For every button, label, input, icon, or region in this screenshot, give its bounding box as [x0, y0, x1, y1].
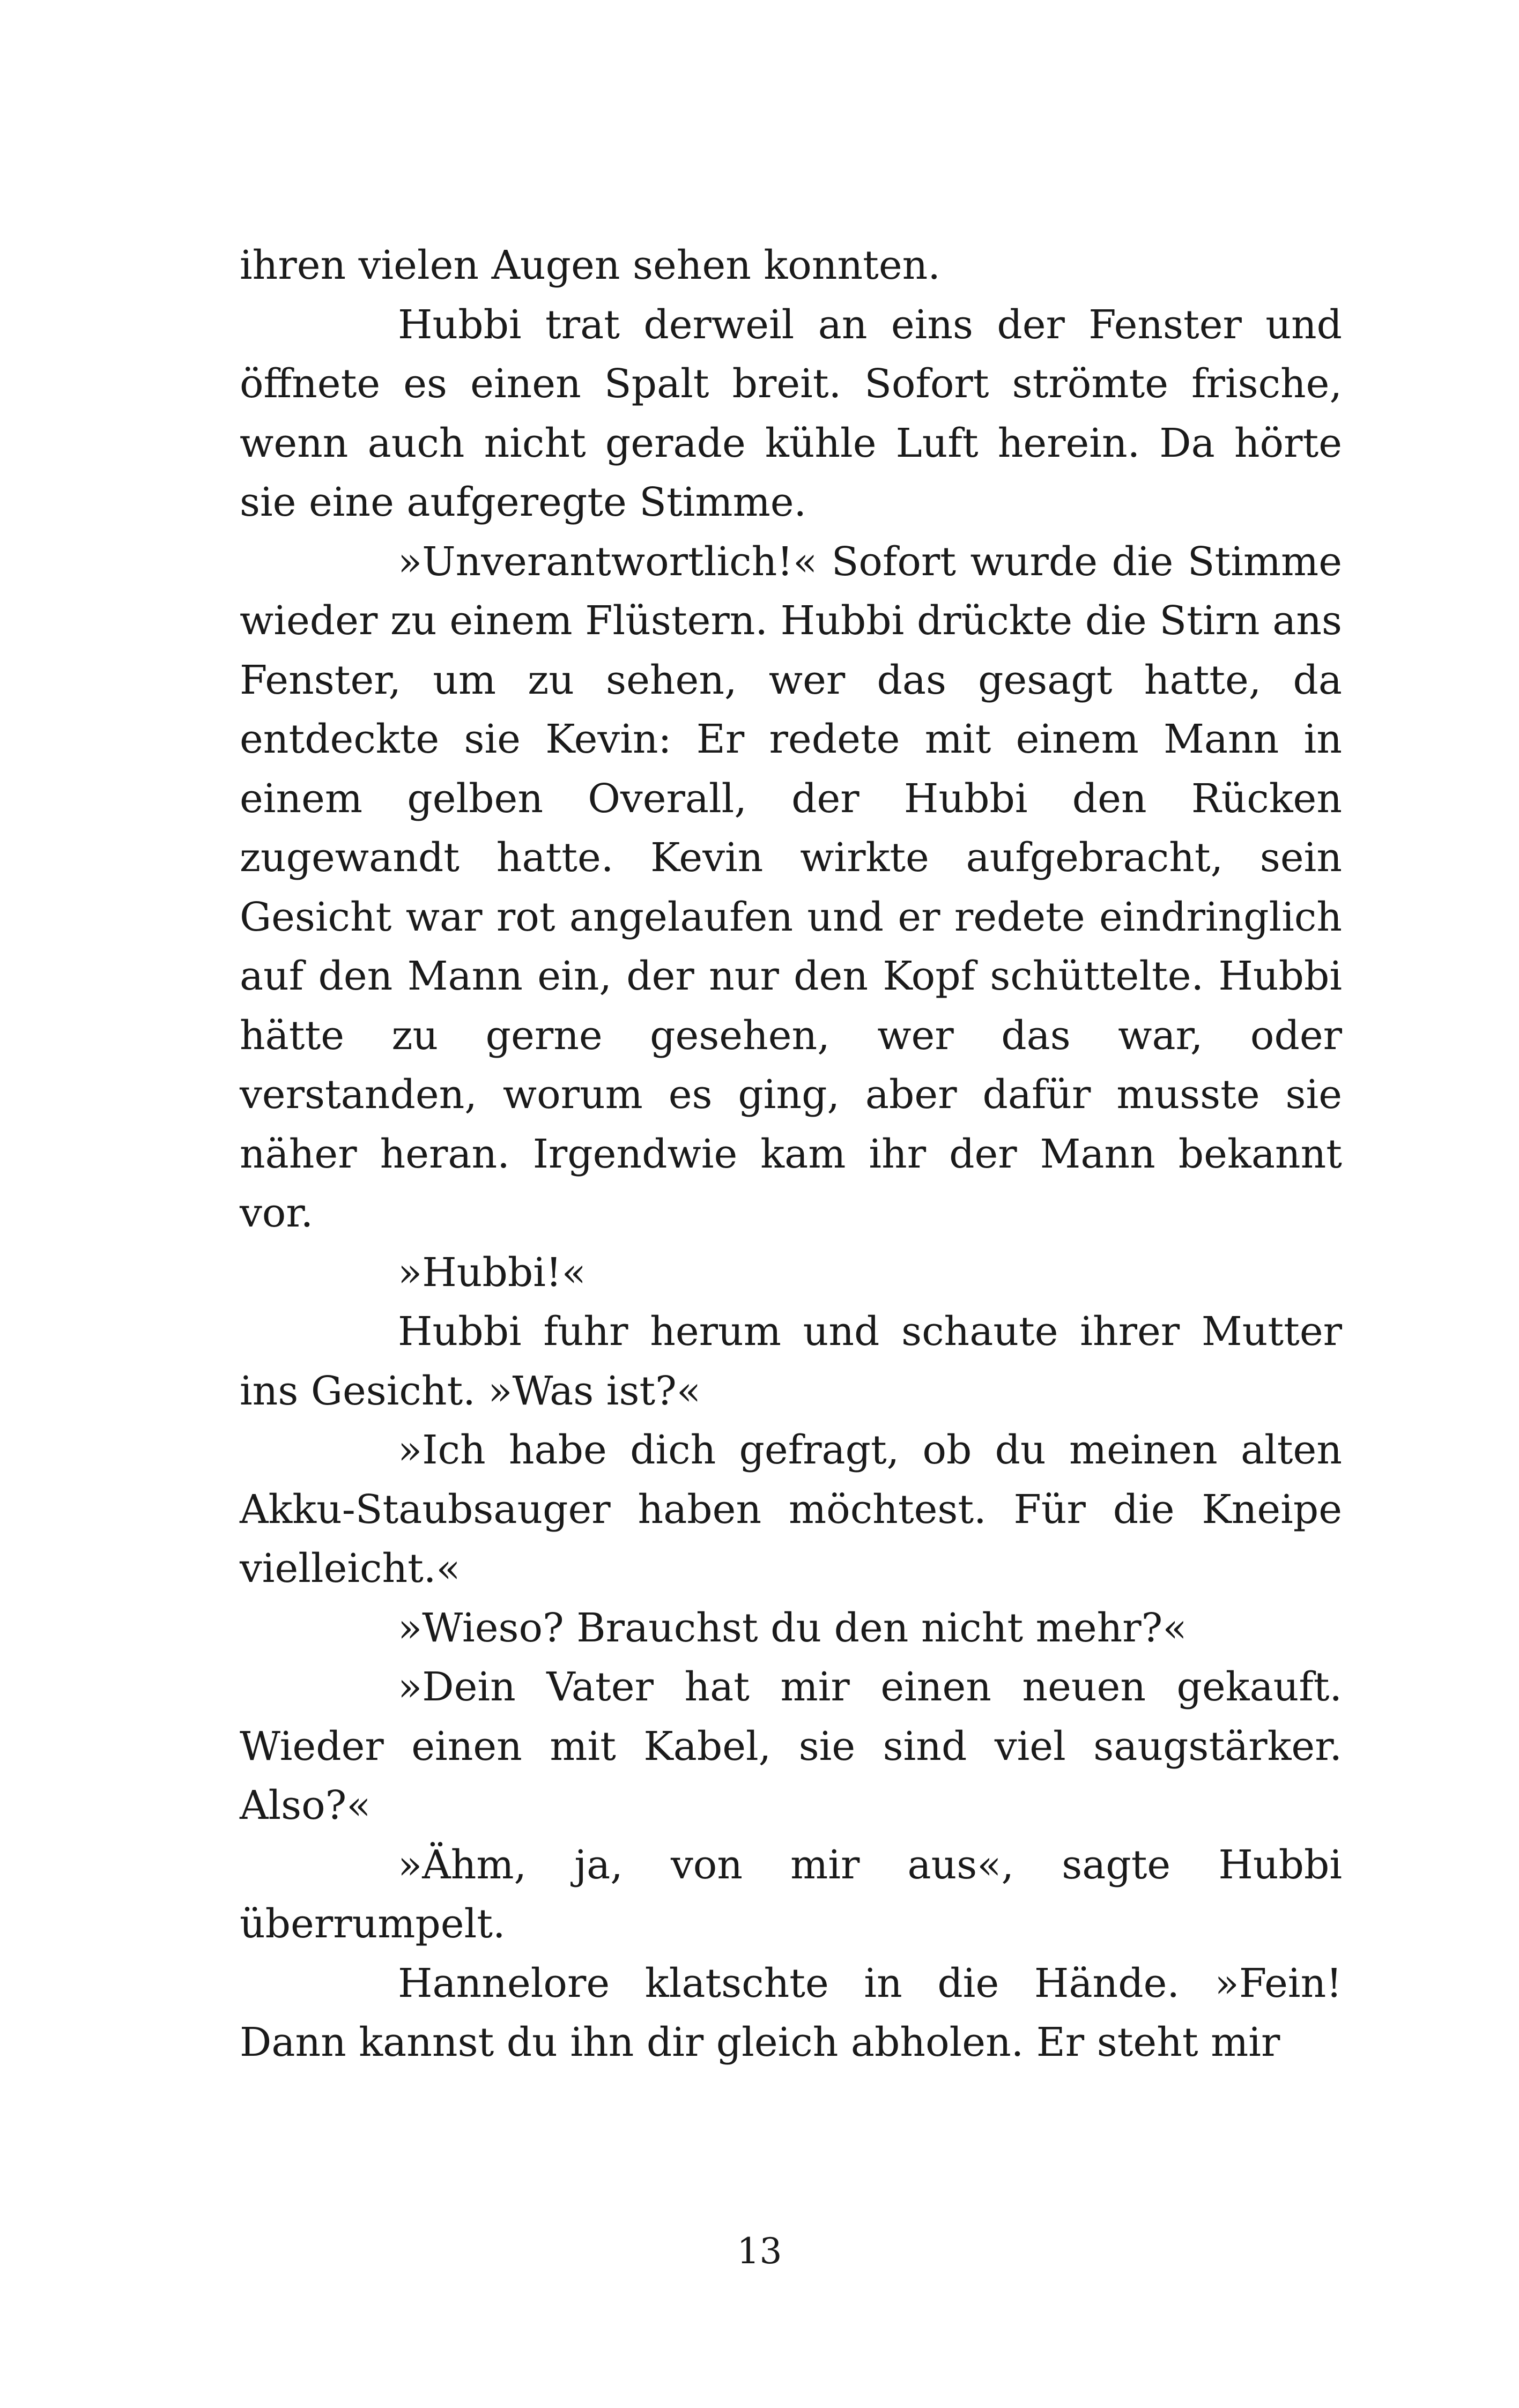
- paragraph: »Unverantwortlich!« Sofort wurde die Stimme wieder zu einem Flüstern. Hubbi drückte die Stirn ans Fenster, um zu sehen, wer das gesagt hatte, da entdeckte sie Kevin: Er redete mit einem Mann in einem gelben Overall, der Hubbi den Rücken zugewandt hatte. Kevin wirkte aufgebracht, sein Gesicht war rot angelaufen und er redete eindringlich auf den Mann ein, der nur den Kopf schüttelte. Hubbi hätte zu gerne gesehen, wer das war, oder verstanden, worum es ging, aber dafür musste sie näher heran. Irgendwie kam ihr der Mann bekannt vor.: [240, 538, 1342, 1236]
- paragraph: Hubbi trat derweil an eins der Fenster und öffnete es einen Spalt breit. Sofort strömte frische, wenn auch nicht gerade kühle Luft herein. Da hörte sie eine aufgeregte Stimme.: [240, 301, 1342, 525]
- paragraph: »Hubbi!«: [398, 1249, 586, 1296]
- paragraph: »Dein Vater hat mir einen neuen gekauft. Wieder einen mit Kabel, sie sind viel saugstärker. Also?«: [240, 1664, 1342, 1829]
- body-text: [240, 236, 1342, 2072]
- paragraph: »Ähm, ja, von mir aus«, sagte Hubbi überrumpelt.: [240, 1841, 1342, 1947]
- paragraph: Hubbi fuhr herum und schaute ihrer Mutter ins Gesicht. »Was ist?«: [240, 1309, 1342, 1414]
- paragraph: »Wieso? Brauchst du den nicht mehr?«: [398, 1604, 1187, 1651]
- paragraph-continuation: ihren vielen Augen sehen konnten.: [240, 242, 940, 288]
- paragraph: »Ich habe dich gefragt, ob du meinen alten Akku-Staubsauger haben möchtest. Für die Kneipe vielleicht.«: [240, 1427, 1342, 1592]
- paragraph: Hannelore klatschte in die Hände. »Fein! Dann kannst du ihn dir gleich abholen. Er steht mir: [240, 1960, 1342, 2065]
- page-number: 13: [737, 2231, 782, 2272]
